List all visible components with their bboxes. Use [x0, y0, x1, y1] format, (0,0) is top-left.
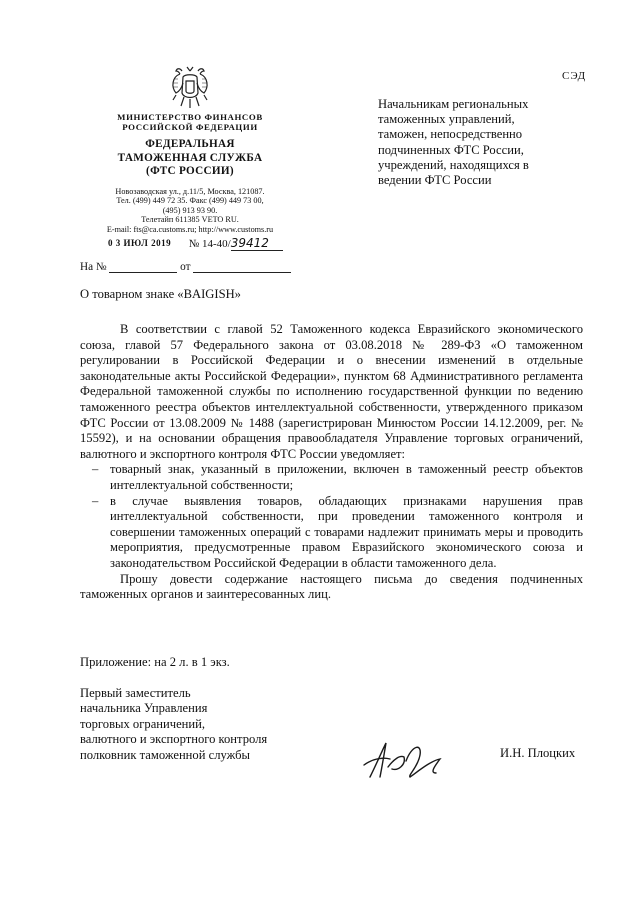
signer-line: полковник таможенной службы	[80, 747, 251, 762]
signer-position-block	[80, 686, 267, 763]
list-dash: –	[92, 493, 99, 508]
handwritten-signature-icon	[360, 737, 460, 783]
sender-header	[92, 112, 288, 234]
sender-address-block	[92, 187, 288, 235]
body-list-item-1	[80, 462, 583, 493]
addressee-line: таможенных управлений,	[378, 112, 515, 127]
addressee-line: учреждений, находящихся в	[378, 157, 529, 172]
double-headed-eagle-emblem-icon	[170, 65, 210, 109]
service-line-3: (ФТС РОССИИ)	[146, 165, 234, 177]
addressee-block	[378, 97, 578, 188]
addressee-line: подчиненных ФТС России,	[378, 142, 524, 157]
service-line-1: ФЕДЕРАЛЬНАЯ	[145, 138, 235, 150]
signer-line: начальника Управления	[80, 701, 208, 716]
address-line-5: E-mail: fts@ca.customs.ru; http://www.customs.ru	[106, 224, 274, 234]
letter-number	[186, 236, 283, 251]
address-line-2: Тел. (499) 449 72 35. Факс (499) 449 73 00,	[116, 196, 264, 206]
service-line-2: ТАМОЖЕННАЯ СЛУЖБА	[117, 151, 263, 164]
reference-date-blank	[193, 261, 291, 273]
body-list-item-2	[80, 494, 583, 572]
list-dash: –	[92, 462, 99, 477]
ministry-line-2: РОССИЙСКОЙ ФЕДЕРАЦИИ	[122, 122, 258, 132]
signer-line: торговых ограничений,	[80, 716, 206, 731]
reference-ot-label: от	[180, 261, 191, 273]
letter-body	[80, 322, 583, 603]
address-line-1: Новозаводская ул., д.11/5, Москва, 121087.	[115, 186, 265, 196]
signer-name: И.Н. Плоцких	[500, 746, 576, 760]
address-line-4: Телетайп 611385 VETO RU.	[141, 215, 239, 225]
signer-line: Первый заместитель	[80, 686, 191, 700]
reference-number-blank	[109, 261, 177, 273]
addressee-line: ведении ФТС России	[378, 173, 492, 188]
address-line-3: (495) 913 93 90.	[162, 205, 218, 215]
attachment-note: Приложение: на 2 л. в 1 экз.	[80, 655, 230, 669]
letter-number-handwritten: 39412	[231, 236, 283, 251]
reference-line	[80, 261, 291, 273]
service-name-block	[92, 138, 288, 179]
addressee-line: таможен, непосредственно	[378, 127, 523, 142]
signer-line: валютного и экспортного контроля	[80, 732, 268, 747]
letter-subject: О товарном знаке «BAIGISH»	[80, 287, 241, 301]
body-paragraph-1: В соответствии с главой 52 Таможенного кодекса Евразийского экономического союза, главой 57 Федерального закона от 03.08.2018 № 289-ФЗ «О таможенном регулировании в Российской Федерации и о внесении изменений в отдельные законодательные акты Российской Федерации», пунктом 68 Административного регламента Федеральной таможенной службы по исполнению государственной функции по ведению таможенного реестра объектов интеллектуальной собственности, утвержденного приказом ФТС России от 13.08.2009 № 1488 (зарегистрирован Минюстом России 14.12.2009, рег. № 15592), и на основании обращения правообладателя Управление торговых ограничений, валютного и экспортного контроля ФТС России уведомляет:	[80, 322, 583, 461]
ministry-line-1: МИНИСТЕРСТВО ФИНАНСОВ	[117, 112, 263, 122]
list-item-text: товарный знак, указанный в приложении, включен в таможенный реестр объектов интеллектуальной собственности;	[110, 462, 583, 492]
reference-na-label: На №	[80, 261, 107, 273]
letter-date: 0 3 ИЮЛ 2019	[108, 238, 172, 248]
body-paragraph-2: Прошу довести содержание настоящего письма до сведения подчиненных таможенных органов и заинтересованных лиц.	[80, 571, 583, 602]
sed-stamp: СЭД	[562, 70, 587, 82]
list-item-text: в случае выявления товаров, обладающих признаками нарушения прав интеллектуальной собственности, при проведении таможенного контроля и совершении таможенных операций с товарами надлежит принимать меры и проводить мероприятия, предусмотренные правом Евразийского экономического союза и законодательством Российской Федерации в области таможенного дела.	[110, 493, 583, 570]
letter-number-prefix: № 14-40/	[188, 238, 231, 250]
addressee-line: Начальникам региональных	[378, 97, 529, 111]
